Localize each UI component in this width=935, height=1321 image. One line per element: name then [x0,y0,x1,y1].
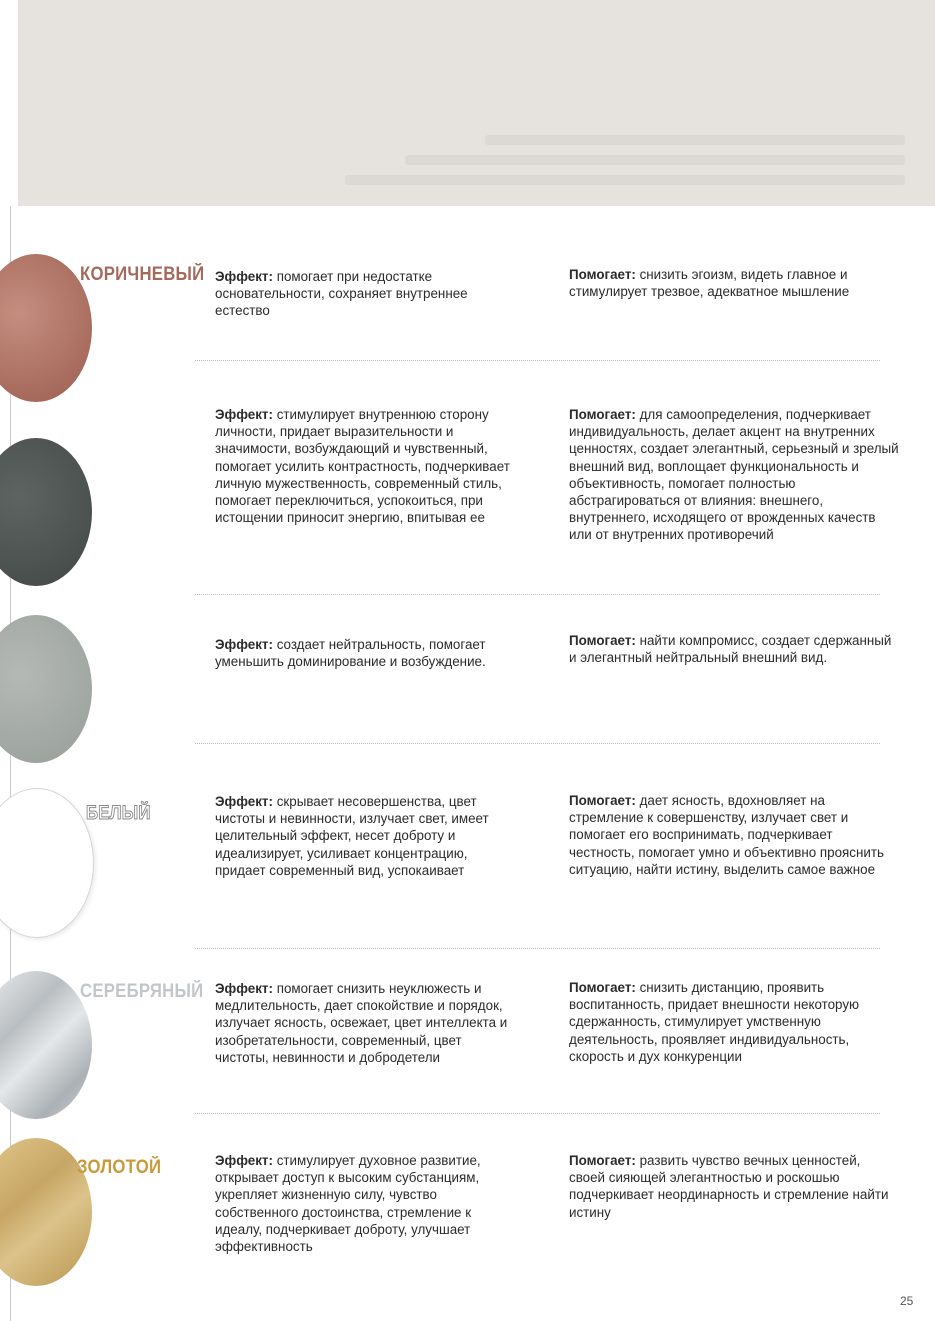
effect-text [215,406,515,526]
effect-text [215,268,515,320]
color-name-black: ЧЕРНЫЙ [78,448,155,469]
helps-label: Помогает: [569,267,636,282]
section-divider [195,360,880,361]
white-swatch [0,788,94,938]
helps-text [569,979,899,1065]
bleed-through-line [405,155,905,165]
effect-body: создает нейтральность, помогает уменьшить доминирование и возбуждение. [215,637,486,670]
effect-text [215,793,515,879]
color-name-silver: СЕРЕБРЯНЫЙ [80,981,204,1002]
helps-label: Помогает: [569,793,636,808]
helps-label: Помогает: [569,980,636,995]
helps-text [569,792,899,878]
effect-body: скрывает несовершенства, цвет чистоты и невинности, излучает свет, имеет целительный эффект, несет доброту и идеализирует, усиливает концентрацию, придает современный вид, успокаивает [215,794,489,878]
effect-text [215,1152,515,1255]
brown-swatch [0,254,92,402]
silver-swatch [0,971,92,1119]
effect-body: стимулирует духовное развитие, открывает доступ к высоким субстанциям, укрепляет жизненную силу, чувство собственного достоинства, стремление к идеалу, подчеркивает доброту, улучшает эффективность [215,1153,481,1255]
effect-body: помогает при недостатке основательности, сохраняет внутреннее естество [215,269,468,319]
effect-body: помогает снизить неуклюжесть и медлительность, дает спокойствие и порядок, излучает ясность, освежает, цвет интеллекта и изобретательности, современный, цвет чистоты, невинности и добродетели [215,981,508,1065]
bleed-through-line [485,135,905,145]
section-divider [195,594,880,595]
color-name-gold: ЗОЛОТОЙ [77,1157,162,1178]
effect-label: Эффект: [215,1153,273,1168]
effect-label: Эффект: [215,981,273,996]
helps-label: Помогает: [569,1153,636,1168]
page-number: 25 [900,1294,914,1308]
section-divider [195,1113,880,1114]
section-divider [195,948,880,949]
helps-body: найти компромисс, создает сдержанный и элегантный нейтральный внешний вид. [569,633,892,666]
color-name-white: БЕЛЫЙ [86,803,151,824]
effect-label: Эффект: [215,407,273,422]
color-name-brown: КОРИЧНЕВЫЙ [80,264,205,285]
effect-label: Эффект: [215,794,273,809]
helps-body: развить чувство вечных ценностей, своей сияющей элегантностью и роскошью подчеркивает неординарность и стремление найти истину [569,1153,889,1220]
helps-text [569,1152,899,1221]
effect-text [215,980,515,1066]
helps-body: снизить эгоизм, видеть главное и стимулирует трезвое, адекватное мышление [569,267,850,300]
color-name-gray: СЕРЫЙ [88,637,153,658]
bleed-through-line [345,175,905,185]
helps-text [569,406,899,544]
effect-label: Эффект: [215,637,273,652]
helps-label: Помогает: [569,633,636,648]
effect-label: Эффект: [215,269,273,284]
gray-swatch [0,615,92,763]
helps-text [569,632,899,666]
helps-text [569,266,899,300]
helps-body: дает ясность, вдохновляет на стремление к совершенству, излучает свет и помогает его воспринимать, подчеркивает честность, помогает умно и объективно прояснить ситуацию, найти истину, выделить самое важное [569,793,884,877]
header-band [18,0,935,206]
section-divider [195,743,880,744]
effect-body: стимулирует внутреннюю сторону личности, придает выразительности и значимости, возбуждающий и чувственный, помогает усилить контрастность, подчеркивает личную мужественность, современный стиль, помогает переключиться, успокоиться, при истощении приносит энергию, впитывая ее [215,407,510,526]
helps-body: снизить дистанцию, проявить воспитанность, придает внешности некоторую сдержанность, стимулирует умственную деятельность, проявляет индивидуальность, скорость и дух конкуренции [569,980,860,1064]
effect-text [215,636,515,670]
helps-body: для самоопределения, подчеркивает индивидуальность, делает акцент на внутренних ценностях, создает элегантный, серьезный и зрелый внешний вид, воплощает функциональность и объективность, помогает полностью абстрагироваться от влияния: внешнего, внутреннего, исходящего от врожденных качеств или от внутренних противоречий [569,407,899,543]
helps-label: Помогает: [569,407,636,422]
